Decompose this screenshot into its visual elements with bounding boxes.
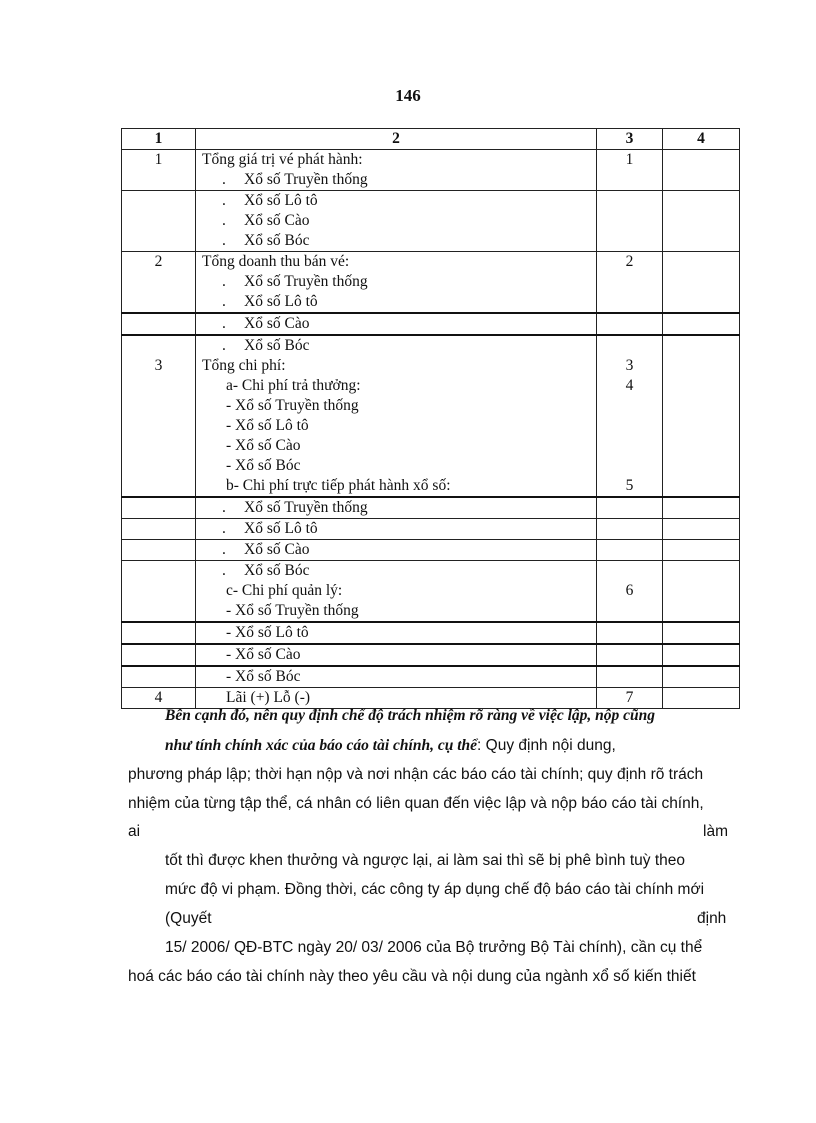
item-line: Lãi (+) Lỗ (-): [226, 689, 311, 706]
row-number: [122, 561, 195, 581]
item-line: - Xổ số Truyền thống: [226, 397, 359, 414]
item-line: . Xổ số Lô tô: [196, 292, 596, 312]
empty-cell: [663, 622, 740, 644]
items-cell: [196, 252, 597, 314]
item-line: . Xổ số Truyền thống: [196, 272, 596, 292]
empty-cell: [663, 688, 740, 709]
codes-cell: [597, 644, 663, 666]
row-number: [122, 667, 195, 687]
table-row: [122, 313, 740, 335]
table-row: [122, 191, 740, 252]
item-line: . Xổ số Lô tô: [196, 191, 596, 211]
item-line: . Xổ số Cào: [196, 540, 596, 560]
codes-cell: [597, 622, 663, 644]
row-number-cell: [122, 622, 196, 644]
table-header-row: [122, 129, 740, 150]
item-line: . Xổ số Truyền thống: [196, 498, 596, 518]
table-row: [122, 335, 740, 497]
item-line: . Xổ số Bóc: [196, 231, 596, 251]
code-value: [597, 292, 662, 312]
row-number-cell: [122, 540, 196, 561]
codes-cell: [597, 252, 663, 314]
header-col-3: 3: [597, 129, 663, 150]
para-line-8-left: (Quyết: [165, 910, 212, 927]
code-value: [597, 601, 662, 621]
code-value: [597, 540, 662, 560]
items-cell: [196, 335, 597, 497]
para-line-8-right: định: [697, 910, 727, 927]
item-line: . Xổ số Truyền thống: [196, 170, 596, 190]
empty-cell: [663, 644, 740, 666]
table-row: [122, 150, 740, 191]
items-cell: [196, 561, 597, 623]
empty-cell: [663, 150, 740, 191]
row-number: 3: [154, 357, 163, 374]
items-cell: [196, 313, 597, 335]
header-col-2: 2: [196, 129, 597, 150]
code-value: [597, 396, 662, 416]
items-cell: [196, 150, 597, 191]
item-line: . Xổ số Lô tô: [196, 519, 596, 539]
items-cell: [196, 191, 597, 252]
codes-cell: [597, 688, 663, 709]
codes-cell: [597, 335, 663, 497]
table-row: [122, 561, 740, 623]
item-line: . Xổ số Cào: [196, 211, 596, 231]
item-line: - Xổ số Bóc: [226, 457, 301, 474]
item-line: Tổng giá trị vé phát hành:: [202, 151, 363, 168]
empty-cell: [663, 666, 740, 688]
code-value: [597, 519, 662, 539]
code-value: 1: [625, 151, 634, 168]
codes-cell: [597, 497, 663, 519]
items-cell: [196, 497, 597, 519]
row-number: [122, 645, 195, 665]
row-number: [122, 314, 195, 334]
item-line: Tổng doanh thu bán vé:: [202, 253, 350, 270]
para-line-5-left: ai: [128, 823, 141, 840]
para-line-1: [165, 707, 655, 725]
row-number-cell: [122, 519, 196, 540]
table-row: [122, 252, 740, 314]
code-value: [597, 231, 662, 251]
code-value: [597, 456, 662, 476]
row-number-cell: [122, 497, 196, 519]
row-number-cell: [122, 313, 196, 335]
codes-cell: [597, 313, 663, 335]
codes-cell: [597, 191, 663, 252]
code-value: 7: [625, 689, 634, 706]
code-value: 2: [625, 253, 634, 270]
row-number-cell: [122, 150, 196, 191]
row-number: [122, 498, 195, 518]
para-line-2: [165, 737, 616, 755]
row-number: [122, 623, 195, 643]
row-number-cell: [122, 335, 196, 497]
empty-cell: [663, 191, 740, 252]
lottery-report-table: [121, 128, 740, 709]
item-line: - Xổ số Cào: [226, 646, 301, 663]
item-line: . Xổ số Cào: [196, 314, 596, 334]
empty-cell: [663, 519, 740, 540]
items-cell: [196, 666, 597, 688]
code-value: 5: [625, 477, 634, 494]
code-value: [597, 416, 662, 436]
table-body: [122, 150, 740, 709]
code-value: [597, 498, 662, 518]
code-value: [597, 272, 662, 292]
code-value: [597, 561, 662, 581]
items-cell: [196, 622, 597, 644]
item-line: c- Chi phí quản lý:: [226, 582, 343, 599]
item-line: - Xổ số Bóc: [226, 668, 301, 685]
row-number-cell: [122, 644, 196, 666]
empty-cell: [663, 497, 740, 519]
code-value: [597, 436, 662, 456]
code-value: [597, 191, 662, 211]
code-value: [597, 211, 662, 231]
item-line: - Xổ số Lô tô: [226, 417, 309, 434]
para-lead-rest: : Quy định nội dung,: [477, 737, 616, 754]
row-number-cell: [122, 688, 196, 709]
code-value: [597, 667, 662, 687]
table-row: [122, 666, 740, 688]
row-number-cell: [122, 561, 196, 623]
para-line-5-right: làm: [703, 823, 728, 840]
row-number-cell: [122, 191, 196, 252]
items-cell: [196, 644, 597, 666]
para-bold-lead-2: như tính chính xác của báo cáo tài chính, cụ thể: [165, 737, 478, 754]
spacer: [122, 336, 195, 356]
header-col-1: 1: [122, 129, 196, 150]
item-line: b- Chi phí trực tiếp phát hành xổ số:: [226, 477, 451, 494]
row-number: 2: [154, 253, 163, 270]
row-number: 4: [154, 689, 163, 706]
para-line-6: tốt thì được khen thưởng và ngược lại, ai làm sai thì sẽ bị phê bình tuỳ theo: [165, 852, 686, 869]
row-number: [122, 519, 195, 539]
row-number: [122, 540, 195, 560]
item-line: . Xổ số Bóc: [196, 336, 596, 356]
row-number-cell: [122, 252, 196, 314]
row-number: 1: [154, 151, 163, 168]
item-line: Tổng chi phí:: [202, 357, 286, 374]
para-bold-lead: Bên cạnh đó, nên quy định chế độ trách nhiệm rõ ràng về việc lập, nộp cũng: [165, 707, 656, 724]
empty-cell: [663, 313, 740, 335]
para-line-7: mức độ vi phạm. Đồng thời, các công ty áp dụng chế độ báo cáo tài chính mới: [165, 881, 705, 898]
item-line: - Xổ số Cào: [226, 437, 301, 454]
page-number: 146: [395, 86, 421, 105]
empty-cell: [663, 561, 740, 623]
code-value: [597, 336, 662, 356]
para-line-9: 15/ 2006/ QĐ-BTC ngày 20/ 03/ 2006 của Bộ trưởng Bộ Tài chính), cần cụ thể: [165, 939, 703, 956]
codes-cell: [597, 519, 663, 540]
code-value: 6: [625, 582, 634, 599]
row-number-cell: [122, 666, 196, 688]
table-row: [122, 497, 740, 519]
table-row: [122, 540, 740, 561]
para-line-4: nhiệm của từng tập thể, cá nhân có liên quan đến việc lập và nộp báo cáo tài chính,: [128, 795, 704, 812]
item-line: . Xổ số Bóc: [196, 561, 596, 581]
para-line-10: hoá các báo cáo tài chính này theo yêu cầu và nội dung của ngành xổ số kiến thiết: [128, 968, 696, 985]
table-row: [122, 519, 740, 540]
row-number: [122, 191, 195, 211]
codes-cell: [597, 666, 663, 688]
codes-cell: [597, 540, 663, 561]
table-row: [122, 622, 740, 644]
items-cell: [196, 540, 597, 561]
empty-cell: [663, 252, 740, 314]
code-value: [597, 170, 662, 190]
empty-cell: [663, 335, 740, 497]
items-cell: [196, 688, 597, 709]
item-line: a- Chi phí trả thưởng:: [226, 377, 361, 394]
item-line: - Xổ số Lô tô: [226, 624, 309, 641]
code-value: 3: [625, 357, 634, 374]
header-col-4: 4: [663, 129, 740, 150]
items-cell: [196, 519, 597, 540]
item-line: - Xổ số Truyền thống: [226, 602, 359, 619]
codes-cell: [597, 561, 663, 623]
codes-cell: [597, 150, 663, 191]
table-row: [122, 688, 740, 709]
code-value: 4: [625, 377, 634, 394]
table-row: [122, 644, 740, 666]
code-value: [597, 314, 662, 334]
code-value: [597, 645, 662, 665]
empty-cell: [663, 540, 740, 561]
code-value: [597, 623, 662, 643]
para-line-3: phương pháp lập; thời hạn nộp và nơi nhận các báo cáo tài chính; quy định rõ trách: [128, 766, 704, 783]
